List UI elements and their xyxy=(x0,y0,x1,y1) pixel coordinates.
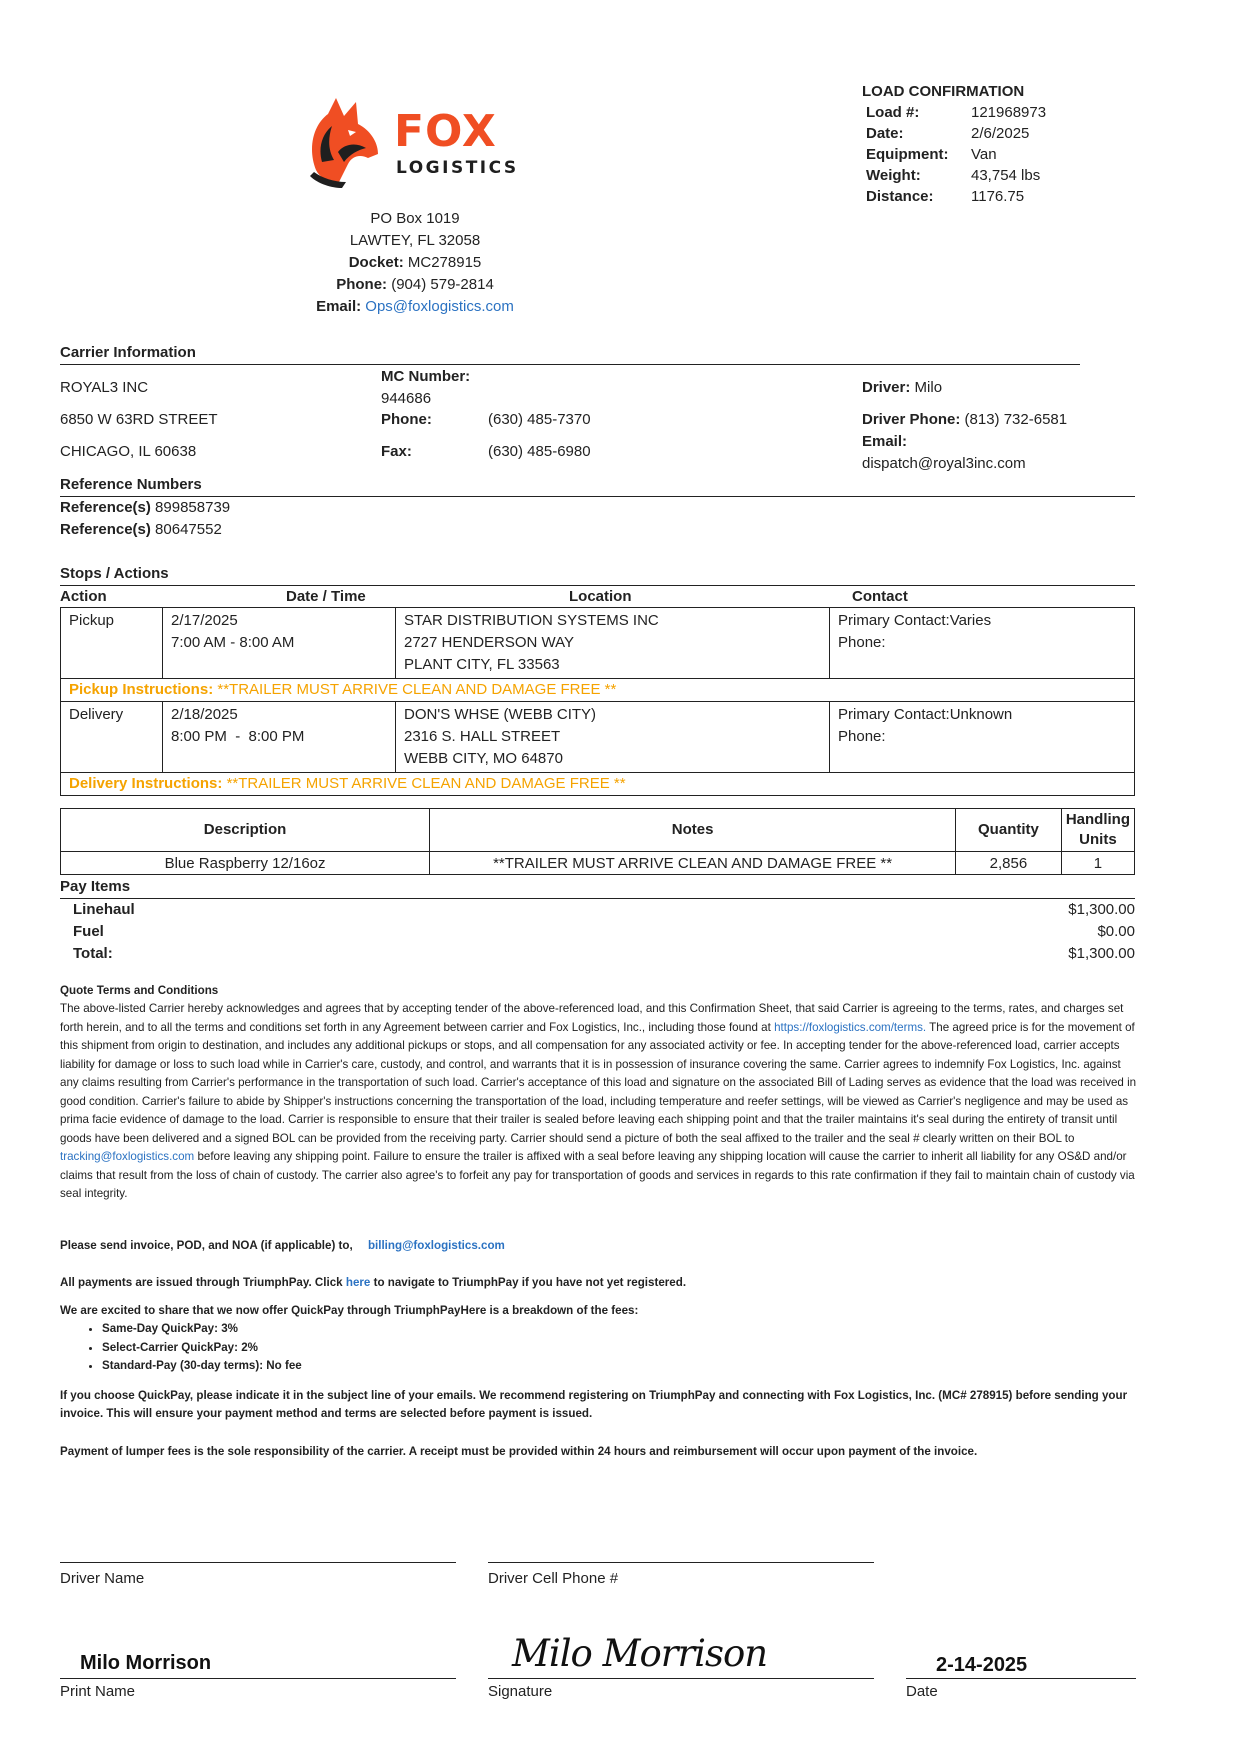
invoice-line xyxy=(60,1237,505,1255)
load-confirmation xyxy=(862,83,1091,205)
stop-contact-phone: Phone: xyxy=(838,728,886,745)
reference-section-title: Reference Numbers xyxy=(60,476,202,493)
company-email-link[interactable]: Ops@foxlogistics.com xyxy=(365,298,514,315)
stop-location-city: PLANT CITY, FL 33563 xyxy=(404,656,560,673)
instructions-label: Delivery Instructions: xyxy=(69,775,223,792)
stop-location-name: STAR DISTRIBUTION SYSTEMS INC xyxy=(404,612,659,629)
company-email-label: Email: xyxy=(316,298,362,315)
stop-row-pickup xyxy=(61,608,1135,679)
items-header-quantity: Quantity xyxy=(956,809,1062,852)
reference-divider xyxy=(60,496,1135,497)
carrier-phone-label: Phone: xyxy=(381,411,432,428)
load-confirmation-title: LOAD CONFIRMATION xyxy=(862,83,1025,100)
lumper-note: Payment of lumper fees is the sole responsibility of the carrier. A receipt must be provided within 24 hours and reimbursement will occur upon payment of the invoice. xyxy=(60,1445,978,1458)
company-phone: (904) 579-2814 xyxy=(391,276,494,293)
pay-value-linehaul: $1,300.00 xyxy=(1068,901,1135,918)
reference-label: Reference(s) xyxy=(60,499,151,516)
terms-body xyxy=(60,1000,1138,1204)
stop-location-street: 2316 S. HALL STREET xyxy=(404,728,561,745)
stop-action: Delivery xyxy=(61,702,163,773)
stop-row-delivery xyxy=(61,702,1135,773)
triumphpay-here-link[interactable]: here xyxy=(345,1276,371,1289)
stop-action: Pickup xyxy=(61,608,163,679)
carrier-divider xyxy=(60,364,1080,365)
driver-phone-line xyxy=(862,411,1067,428)
stops-divider xyxy=(60,585,1135,586)
pay-section-title: Pay Items xyxy=(60,878,131,895)
company-logo xyxy=(298,92,518,192)
item-notes: **TRAILER MUST ARRIVE CLEAN AND DAMAGE FREE ** xyxy=(430,852,956,875)
print-name-value: Milo Morrison xyxy=(80,1652,212,1674)
reference-line-1 xyxy=(60,499,230,516)
reference-line-2 xyxy=(60,521,222,538)
pay-divider xyxy=(60,898,1135,899)
carrier-phone-value: (630) 485-7370 xyxy=(488,411,591,428)
date-line xyxy=(906,1678,1136,1679)
items-header-handling-units: Handling Units xyxy=(1061,809,1134,852)
driver-value: Milo xyxy=(914,379,943,396)
pay-label-total: Total: xyxy=(73,945,113,962)
load-date-value: 2/6/2025 xyxy=(971,125,1030,142)
triumphpay-line xyxy=(60,1274,686,1292)
stops-section-title: Stops / Actions xyxy=(60,565,169,582)
item-units: 1 xyxy=(1061,852,1134,875)
load-date-label: Date: xyxy=(866,125,904,142)
logo-sub: LOGISTICS xyxy=(396,158,519,178)
print-name-line xyxy=(60,1678,456,1679)
stop-date: 2/17/2025 xyxy=(171,612,238,629)
pay-label-linehaul: Linehaul xyxy=(73,901,135,918)
stop-instructions-delivery xyxy=(61,773,1135,796)
terms-title: Quote Terms and Conditions xyxy=(60,984,219,997)
equipment-label: Equipment: xyxy=(866,146,949,163)
carrier-fax-label: Fax: xyxy=(381,443,412,460)
signature-label: Signature xyxy=(488,1683,553,1700)
stop-location xyxy=(396,608,830,679)
signature-value: Milo Morrison xyxy=(512,1632,768,1675)
driver-line xyxy=(862,379,942,396)
instructions-text: **TRAILER MUST ARRIVE CLEAN AND DAMAGE FREE ** xyxy=(217,681,617,698)
stop-time: 7:00 AM - 8:00 AM xyxy=(171,634,295,651)
stop-date: 2/18/2025 xyxy=(171,706,238,723)
stop-contact xyxy=(830,702,1135,773)
mc-number-label: MC Number: xyxy=(381,368,471,385)
driver-phone-value: (813) 732-6581 xyxy=(964,411,1068,428)
stop-location-street: 2727 HENDERSON WAY xyxy=(404,634,575,651)
items-header-notes: Notes xyxy=(430,809,956,852)
docket-label: Docket: xyxy=(348,254,404,271)
stops-header-datetime: Date / Time xyxy=(286,588,366,605)
stop-contact-name: Primary Contact:Unknown xyxy=(838,706,1013,723)
stop-time: 8:00 PM - 8:00 PM xyxy=(171,728,305,745)
triumphpay-text-b: to navigate to TriumphPay if you have not yet registered. xyxy=(373,1276,687,1289)
company-phone-label: Phone: xyxy=(336,276,388,293)
terms-text-c: before leaving any shipping point. Failure to ensure the trailer is affixed with a seal before leaving any shipping location will cause the carrier to inherit all liability for any OS&D and/or claims that result from the loss of chain of custody. The carrier also agree's to forfeit any pay for transportation of goods and services in regards to this rate confirmation if they fail to maintain chain of custody via seal integrity. xyxy=(60,1150,1135,1200)
terms-link[interactable]: https://foxlogistics.com/terms. xyxy=(774,1020,927,1034)
stop-contact-name: Primary Contact:Varies xyxy=(838,612,992,629)
tracking-email-link[interactable]: tracking@foxlogistics.com xyxy=(60,1150,195,1163)
mc-number-value: 944686 xyxy=(381,390,432,407)
items-header-row xyxy=(61,809,1135,852)
reference-value: 899858739 xyxy=(155,499,231,516)
reference-label: Reference(s) xyxy=(60,521,151,538)
equipment-value: Van xyxy=(971,146,997,163)
items-table xyxy=(60,808,1135,875)
item-quantity: 2,856 xyxy=(956,852,1062,875)
email-line xyxy=(250,296,580,318)
driver-cell-line xyxy=(488,1562,874,1563)
docket-value: MC278915 xyxy=(407,254,482,271)
stops-header-action: Action xyxy=(60,588,107,605)
distance-value: 1176.75 xyxy=(971,188,1025,205)
stop-contact xyxy=(830,608,1135,679)
carrier-fax-value: (630) 485-6980 xyxy=(488,443,591,460)
stop-location xyxy=(396,702,830,773)
table-row xyxy=(61,852,1135,875)
carrier-email-value: dispatch@royal3inc.com xyxy=(862,455,1026,472)
address-line-2: LAWTEY, FL 32058 xyxy=(349,232,481,249)
stops-table xyxy=(60,607,1135,796)
logo-word: FOX xyxy=(394,106,497,157)
address-line-1: PO Box 1019 xyxy=(370,210,460,227)
stop-instructions-pickup xyxy=(61,679,1135,702)
weight-label: Weight: xyxy=(866,167,921,184)
fees-list xyxy=(60,1320,302,1376)
weight-value: 43,754 lbs xyxy=(971,167,1041,184)
list-item: • Standard-Pay (30-day terms): No fee xyxy=(102,1357,302,1376)
driver-label: Driver: xyxy=(862,379,911,396)
distance-label: Distance: xyxy=(866,188,934,205)
billing-email-link[interactable]: billing@foxlogistics.com xyxy=(367,1239,505,1252)
triumphpay-text-a: All payments are issued through TriumphPay. Click xyxy=(60,1276,343,1289)
stop-location-city: WEBB CITY, MO 64870 xyxy=(404,750,563,767)
fox-logo-icon xyxy=(298,92,398,192)
items-header-description: Description xyxy=(61,809,430,852)
item-description: Blue Raspberry 12/16oz xyxy=(61,852,430,875)
quickpay-note: If you choose QuickPay, please indicate it in the subject line of your emails. We recommend registering on TriumphPay and connecting with Fox Logistics, Inc. (MC# 278915) before sending your invoice. This will ensure your payment method and terms are selected before payment is issued. xyxy=(60,1389,1128,1420)
pay-value-fuel: $0.00 xyxy=(1097,923,1135,940)
print-name-label: Print Name xyxy=(60,1683,136,1700)
terms-text-a: The above-listed Carrier hereby acknowledges and agrees that by accepting tender of the above-referenced load, and this Confirmation Sheet, that said Carrier is agreeing to the terms, rates, and charges set forth herein, and to all the terms and conditions set forth in any Agreement between carrier and Fox Logistics, Inc., including those found at xyxy=(60,1002,1124,1034)
instructions-text: **TRAILER MUST ARRIVE CLEAN AND DAMAGE FREE ** xyxy=(226,775,626,792)
carrier-name: ROYAL3 INC xyxy=(60,379,149,396)
driver-name-label: Driver Name xyxy=(60,1570,145,1587)
phone-line xyxy=(250,274,580,296)
reference-value: 80647552 xyxy=(155,521,222,538)
pay-label-fuel: Fuel xyxy=(73,923,104,940)
invoice-text: Please send invoice, POD, and NOA (if applicable) to, xyxy=(60,1239,353,1252)
load-number-value: 121968973 xyxy=(971,104,1047,121)
signature-line xyxy=(488,1678,874,1679)
instructions-label: Pickup Instructions: xyxy=(69,681,214,698)
carrier-email-label: Email: xyxy=(862,433,908,450)
pay-value-total: $1,300.00 xyxy=(1068,945,1135,962)
company-address xyxy=(250,208,580,318)
list-item: • Same-Day QuickPay: 3% xyxy=(102,1320,302,1339)
stop-datetime xyxy=(163,702,396,773)
carrier-section-title: Carrier Information xyxy=(60,344,196,361)
terms-text-b: The agreed price is for the movement of this shipment from origin to destination, and includes any additional pickups or stops, and all compensation for any associated activity or fee. In accepting tender for the above-referenced load, carrier accepts liability for damage or loss to such load while in Carrier's care, custody, and control, and warrants that it is in possession of insurance covering the same. Carrier agrees to indemnify Fox Logistics, Inc. against any claims resulting from Carrier's performance in the transportation of such load. Carrier's acceptance of this load and signature on the associated Bill of Lading serves as evidence that the load was received in good condition. Carrier's failure to abide by Shipper's instructions concerning the transportation of the load, including temperature and reefer settings, will be viewed as Carrier's negligence and may be used as prima facie evidence of damage to the load. Carrier is responsible to ensure that their trailer is sealed before leaving each shipping point and that the trailer maintains it's seal during the entirety of transit until goods have been delivered and a signed BOL can be provided from the receiving party. Carrier should send a picture of both the seal affixed to the trailer and the seal # clearly written on their BOL to xyxy=(60,1020,1137,1145)
list-item: • Select-Carrier QuickPay: 2% xyxy=(102,1339,302,1358)
driver-name-line xyxy=(60,1562,456,1563)
carrier-city: CHICAGO, IL 60638 xyxy=(60,443,197,460)
stop-location-name: DON'S WHSE (WEBB CITY) xyxy=(404,706,597,723)
driver-phone-label: Driver Phone: xyxy=(862,411,961,428)
date-label: Date xyxy=(906,1683,938,1700)
stops-header-location: Location xyxy=(569,588,632,605)
stops-header-contact: Contact xyxy=(852,588,908,605)
stop-datetime xyxy=(163,608,396,679)
quickpay-intro: We are excited to share that we now offer QuickPay through TriumphPayHere is a breakdown of the fees: xyxy=(60,1304,639,1317)
load-number-label: Load #: xyxy=(866,104,920,121)
docket-line xyxy=(250,252,580,274)
carrier-street: 6850 W 63RD STREET xyxy=(60,411,218,428)
driver-cell-label: Driver Cell Phone # xyxy=(488,1570,619,1587)
stop-contact-phone: Phone: xyxy=(838,634,886,651)
date-value: 2-14-2025 xyxy=(936,1654,1028,1676)
